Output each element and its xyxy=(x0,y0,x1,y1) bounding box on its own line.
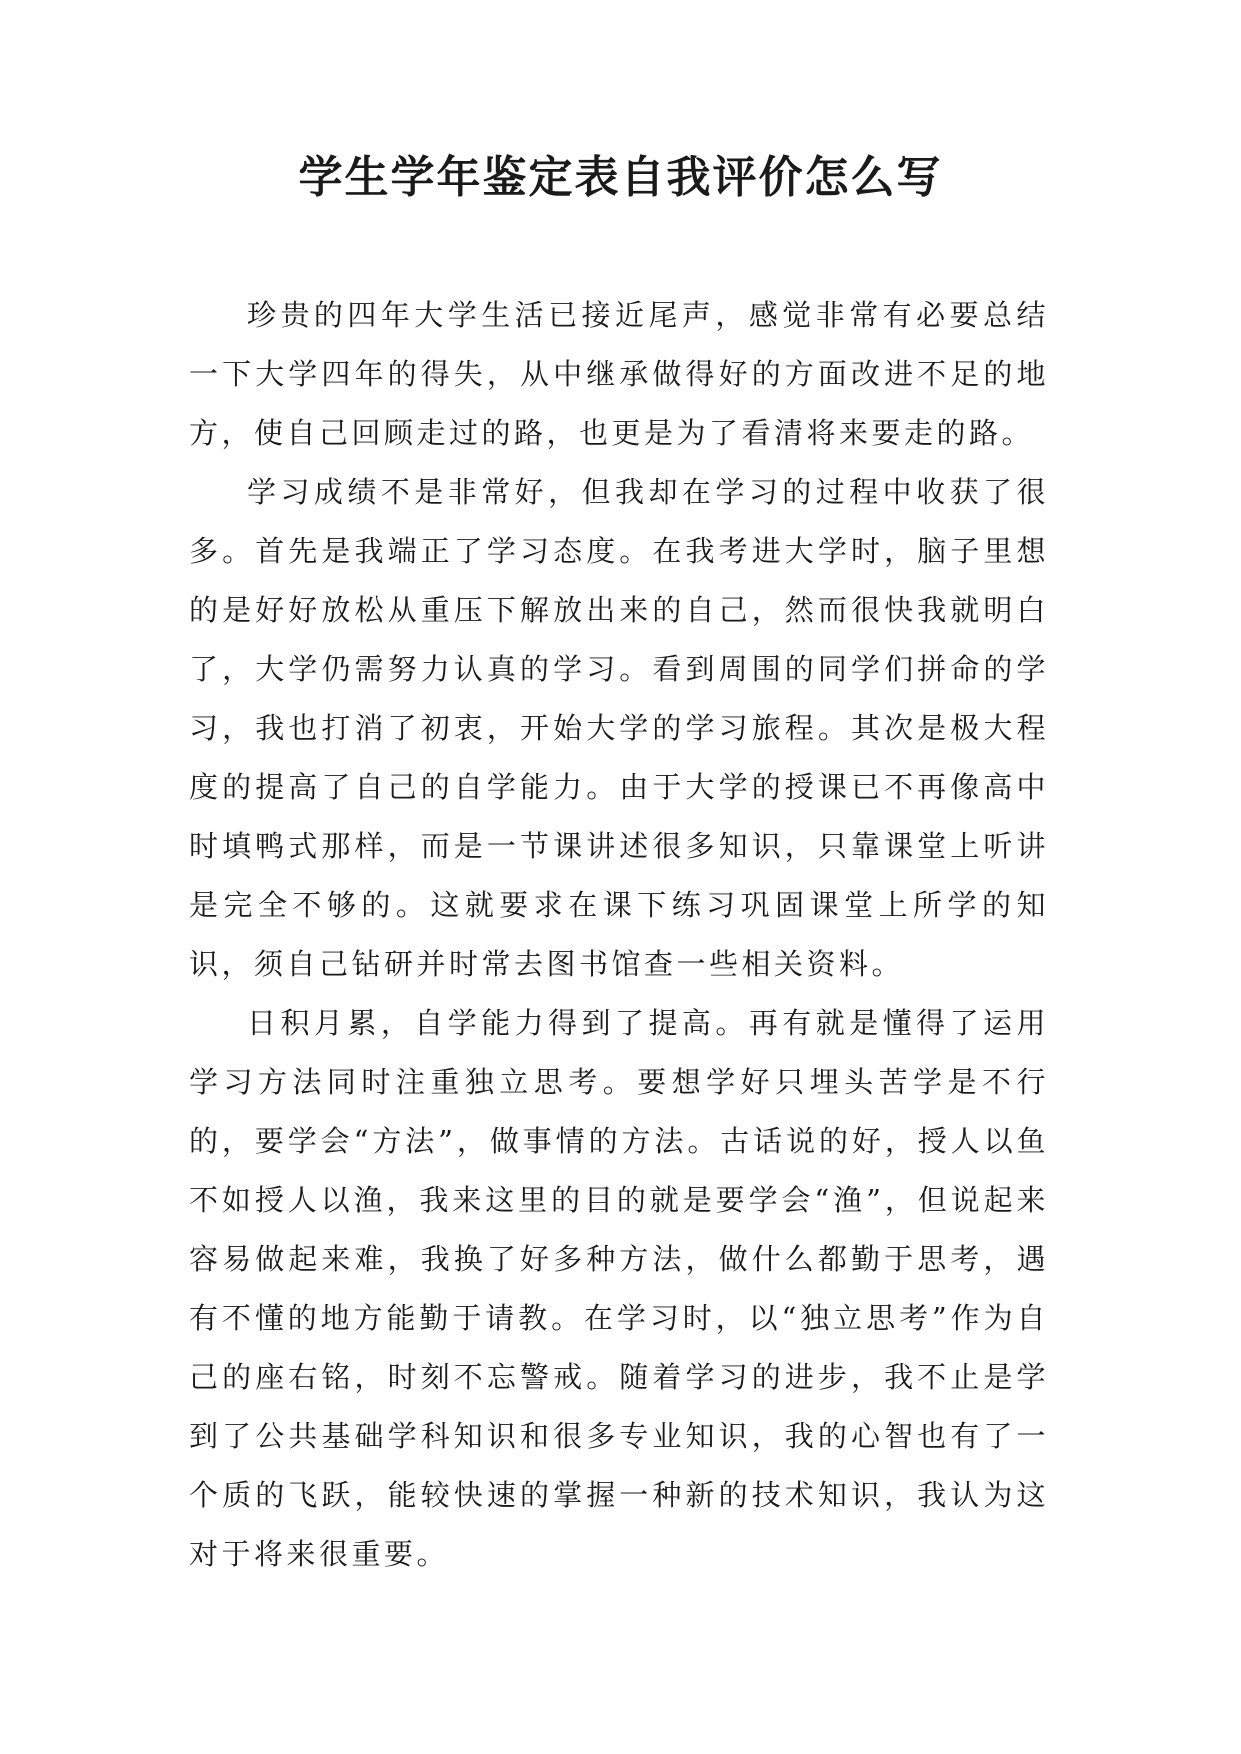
paragraph-3: 日积月累，自学能力得到了提高。再有就是懂得了运用学习方法同时注重独立思考。要想学好只埋头苦学是不行的，要学会“方法”，做事情的方法。古话说的好，授人以鱼不如授人以渔，我来这里的目的就是要学会“渔”，但说起来容易做起来难，我换了好多种方法，做什么都勤于思考，遇有不懂的地方能勤于请教。在学习时，以“独立思考”作为自己的座右铭，时刻不忘警戒。随着学习的进步，我不止是学到了公共基础学科知识和很多专业知识，我的心智也有了一个质的飞跃，能较快速的掌握一种新的技术知识，我认为这对于将来很重要。 xyxy=(189,1006,1049,1571)
paragraph-2: 学习成绩不是非常好，但我却在学习的过程中收获了很多。首先是我端正了学习态度。在我考进大学时，脑子里想的是好好放松从重压下解放出来的自己，然而很快我就明白了，大学仍需努力认真的学习。看到周围的同学们拼命的学习，我也打消了初衷，开始大学的学习旅程。其次是极大程度的提高了自己的自学能力。由于大学的授课已不再像高中时填鸭式那样，而是一节课讲述很多知识，只靠课堂上听讲是完全不够的。这就要求在课下练习巩固课堂上所学的知识，须自己钻研并时常去图书馆查一些相关资料。 xyxy=(189,475,1049,981)
document-title: 学生学年鉴定表自我评价怎么写 xyxy=(298,152,943,203)
document-body xyxy=(189,286,1049,1584)
paragraph-1: 珍贵的四年大学生活已接近尾声，感觉非常有必要总结一下大学四年的得失，从中继承做得好的方面改进不足的地方，使自己回顾走过的路，也更是为了看清将来要走的路。 xyxy=(189,298,1049,450)
